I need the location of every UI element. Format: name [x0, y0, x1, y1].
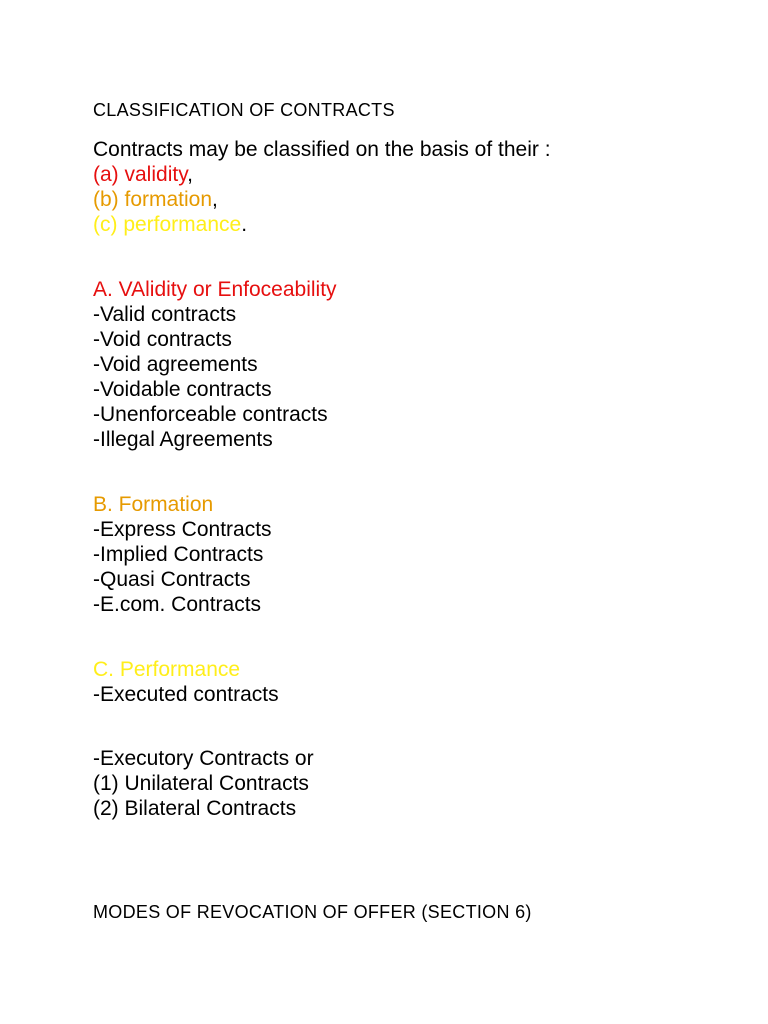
list-item: -Voidable contracts: [93, 378, 272, 401]
list-item: -Illegal Agreements: [93, 428, 273, 451]
intro-text: Contracts may be classified on the basis of their :: [93, 138, 551, 161]
basis-formation: [93, 187, 218, 212]
section-performance-heading: C. Performance: [93, 658, 241, 681]
list-item: -Express Contracts: [93, 518, 272, 541]
section-validity-heading: A. VAlidity or Enfoceability: [93, 278, 337, 301]
basis-validity: [93, 162, 193, 187]
list-item: -Implied Contracts: [93, 543, 264, 566]
basis-formation-label: (b) formation: [93, 188, 213, 211]
list-item: -E.com. Contracts: [93, 593, 262, 616]
next-section-title: MODES OF REVOCATION OF OFFER (SECTION 6): [93, 902, 532, 922]
section-formation-heading: B. Formation: [93, 493, 214, 516]
basis-performance: [93, 212, 247, 237]
basis-formation-suffix: ,: [212, 188, 218, 211]
list-item: -Quasi Contracts: [93, 568, 251, 591]
list-item: -Executory Contracts or: [93, 747, 314, 770]
list-item: (2) Bilateral Contracts: [93, 797, 297, 820]
basis-performance-suffix: .: [241, 213, 248, 236]
page-title: CLASSIFICATION OF CONTRACTS: [93, 100, 395, 120]
list-item: -Void contracts: [93, 328, 232, 351]
list-item: -Void agreements: [93, 353, 258, 376]
list-item: -Valid contracts: [93, 303, 237, 326]
basis-validity-label: (a) validity: [93, 163, 188, 186]
basis-performance-label: (c) performance: [93, 213, 242, 236]
basis-validity-suffix: ,: [187, 163, 193, 186]
list-item: (1) Unilateral Contracts: [93, 772, 309, 795]
list-item: -Unenforceable contracts: [93, 403, 328, 426]
list-item: -Executed contracts: [93, 683, 279, 706]
